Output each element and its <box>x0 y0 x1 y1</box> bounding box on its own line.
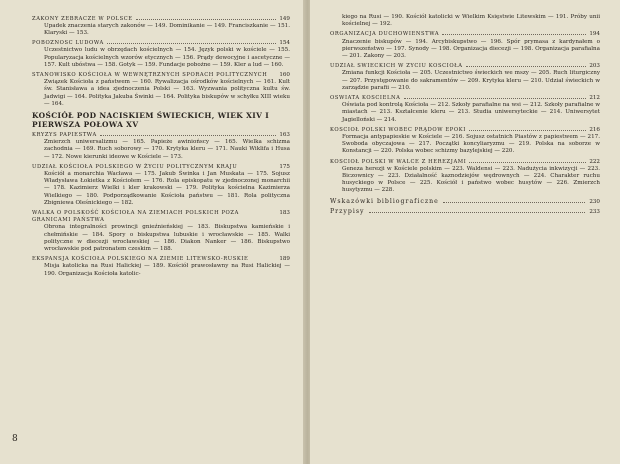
section-title: STANOWISKO KOŚCIOŁA W WEWNĘTRZNYCH SPORACH POLITYCZNYCH <box>32 71 268 78</box>
section-heading <box>330 208 600 216</box>
leader-dots <box>100 135 277 136</box>
toc-entry <box>32 210 290 253</box>
leader-dots <box>136 19 277 20</box>
section-topics: Związek Kościoła z państwem — 160. Rywalizacja ośrodków kościelnych — 161. Kult św. Stanisława a idea zjednoczenia Polski — 163. Wyzwania polityczna kultu św. Jadwigi — 164. Polityka Jakuba Świnki — 164. Polityka biskupów w schyłku XIII wieku — 164. <box>44 79 290 107</box>
section-page-number: 183 <box>279 209 290 216</box>
section-title: Wskazówki bibliograficzne <box>330 197 439 205</box>
section-topics: Zmiana funkcji Kościoła — 205. Uczestnictwo świeckich we mszy — 205. Ruch liturgiczny — 207. Przystępowanie do sakramentów — 209. Krytyka kleru — 210. Udział świeckich w zarządzie parafii — 210. <box>342 70 600 91</box>
section-topics: Formacja antypapieskie w Kościele — 216. Sojusz ostatnich Piastów z papiestwem — 217. Swoboda obyczajowa — 217. Początki koncyliaryzmu — 219. Polska na soborze w Konstancji — 220. Polska wobec schizmy bazylejskiej — 220. <box>342 134 600 155</box>
section-title: UDZIAŁ ŚWIECKICH W ŻYCIU KOŚCIOŁA <box>330 63 463 70</box>
section-title: KOŚCIÓŁ POLSKI WOBEC PRĄDÓW EPOKI <box>330 126 466 133</box>
section-topics: kiego na Rusi — 190. Kościół katolicki w Wielkim Księstwie Litewskim — 191. Próby unii kościelnej — 192. <box>342 14 600 28</box>
section-title: OŚWIATA KOŚCIELNA <box>330 95 401 102</box>
section-page-number: 163 <box>279 131 290 138</box>
toc-entry <box>330 208 600 216</box>
section-page-number: 222 <box>589 158 600 165</box>
toc-entry <box>32 40 290 69</box>
toc-entry <box>32 256 290 278</box>
section-topics: Zmierzch uniwersalizmu — 165. Papieże awiniońscy — 165. Wielka schizma zachodnia — 169. Ruch soborowy — 170. Krytyka kleru — 171. Nauki Wiklifa i Husa — 172. Nowe kierunki ideowe w Kościele — 173. <box>44 139 290 160</box>
section-page-number: 154 <box>279 40 290 47</box>
section-title: ORGANIZACJA DUCHOWIEŃSTWA <box>330 31 440 38</box>
toc-entry <box>330 198 600 206</box>
section-heading <box>32 164 290 171</box>
leader-dots <box>369 212 586 213</box>
section-title: EKSPANSJA KOŚCIOŁA POLSKIEGO NA ZIEMIE LITEWSKO-RUSKIE <box>32 256 249 263</box>
section-topics: Misja katolicka na Rusi Halickiej — 189. Kościół prawosławny na Rusi Halickiej — 190. Organizacja Kościoła katolic- <box>44 263 290 277</box>
section-heading <box>32 210 290 224</box>
toc-entry <box>330 127 600 156</box>
section-title: POBOŻNOŚĆ LUDOWA <box>32 40 104 47</box>
section-topics: Upadek znaczenia starych zakonów — 149. Dominikanie — 149. Franciszkanie — 151. Klaryski — 153. <box>44 22 290 36</box>
section-topics: Uczestnictwo ludu w obrzędach kościelnych — 154. Język polski w kościele — 155. Popularyzacja kościelnych wzorów etycznych — 156. Prądy dewocyjne i ascetyczne — 157. Kult ubóstwa — 158. Gotyk — 159. Fundacje pobożne — 159. Kler a lud — 160. <box>44 47 290 68</box>
section-title: ZAKONY ŻEBRACZE W POLSCE <box>32 15 133 22</box>
leader-dots <box>469 130 586 131</box>
section-topics: Geneza herezji w Kościele polskim — 223. Waldensi — 223. Nadużycia inkwizycji — 223. Biczownicy — 223. Działalność kaznodziejów wędrownych — 224. Charakter ruchu husyckiego w Polsce — 225. Kościół i państwo wobec husytów — 226. Zmierzch husytyzmu — 228. <box>342 165 600 194</box>
section-page-number: 194 <box>589 31 600 38</box>
toc-entry <box>330 31 600 60</box>
leader-dots <box>469 162 586 163</box>
section-heading <box>330 198 600 206</box>
leader-dots <box>466 66 587 67</box>
section-page-number: 160 <box>279 71 290 78</box>
toc-entry <box>32 72 290 108</box>
section-heading <box>32 16 290 23</box>
toc-column-right <box>330 14 600 216</box>
section-title: UDZIAŁ KOŚCIOŁA POLSKIEGO W ŻYCIU POLITYCZNYM KRAJU <box>32 163 238 170</box>
toc-entry <box>330 63 600 92</box>
toc-entry <box>330 95 600 124</box>
section-topics: Znaczenie biskupów — 194. Arcybiskupstwo — 196. Spór prymasa z kardynałem o pierwszeństwo — 197. Synody — 198. Organizacja diecezji — 198. Organizacja parafialna — 201. Zakony — 203. <box>342 38 600 60</box>
right-page <box>310 0 620 464</box>
section-page-number: 230 <box>589 198 600 205</box>
toc-entry <box>330 159 600 195</box>
section-title: Przypisy <box>330 207 365 215</box>
toc-entry <box>32 132 290 161</box>
leader-dots <box>443 202 586 203</box>
section-page-number: 233 <box>589 208 600 215</box>
section-page-number: 203 <box>589 63 600 70</box>
toc-entry <box>32 16 290 38</box>
section-title: KRYZYS PAPIESTWA <box>32 131 97 138</box>
section-page-number: 149 <box>279 15 290 22</box>
section-page-number: 175 <box>279 163 290 170</box>
leader-dots <box>442 34 586 35</box>
section-page-number: 216 <box>589 126 600 133</box>
section-title: KOŚCIÓŁ POLSKI W WALCE Z HEREZJAMI <box>330 158 467 165</box>
chapter-heading: KOŚCIÓŁ POD NACISKIEM ŚWIECKICH, WIEK XIV I PIERWSZA POŁOWA XV <box>32 110 270 129</box>
section-topics: Kościół a monarchia Wacława — 175. Jakub Świnka i Jan Muskata — 175. Sojusz Władysława Łokietka z Kościołem — 176. Rola episkopatu w zjednoczonej monarchii — 178. Kazimierz Wielki i kler krakowski — 179. Polityka kościelna Kazimierza Wielkiego — 180. Podporządkowanie Kościoła państwu — 181. Rola polityczna Zbigniewa Oleśnickiego — 182. <box>44 170 290 206</box>
leader-dots <box>107 43 276 44</box>
section-heading <box>330 159 600 166</box>
section-heading <box>330 31 600 38</box>
section-topics: Oświata pod kontrolą Kościoła — 212. Szkoły parafialne na wsi — 212. Szkoły parafialne w miastach — 213. Kształcenie kleru — 213. Studia uniwersyteckie — 214. Uniwersytet Jagielloński — 214. <box>342 102 600 123</box>
leader-dots <box>404 98 587 99</box>
toc-entry <box>32 164 290 207</box>
section-topics: Obrona integralności prowincji gnieźnieńskiej — 183. Biskupstwa kamieńskie i chełmińskie — 184. Spory o biskupstwa lubuskie i wrocławskie — 185. Walki polityczne w diecezji wrocławskiej — 186. Diakon Nanker — 186. Biskupstwo wrocławskie pod patronatem czeskim — 188. <box>44 224 290 252</box>
section-heading <box>330 127 600 134</box>
section-page-number: 189 <box>279 256 290 263</box>
section-title: WALKA O POLSKOŚĆ KOŚCIOŁA NA ZIEMIACH POLSKICH POZA GRANICAMI PAŃSTWA <box>32 209 239 224</box>
left-page <box>0 0 305 464</box>
toc-column-left <box>32 14 290 281</box>
section-page-number: 212 <box>589 95 600 102</box>
page-number: 8 <box>12 434 18 444</box>
toc-entry <box>330 14 600 28</box>
